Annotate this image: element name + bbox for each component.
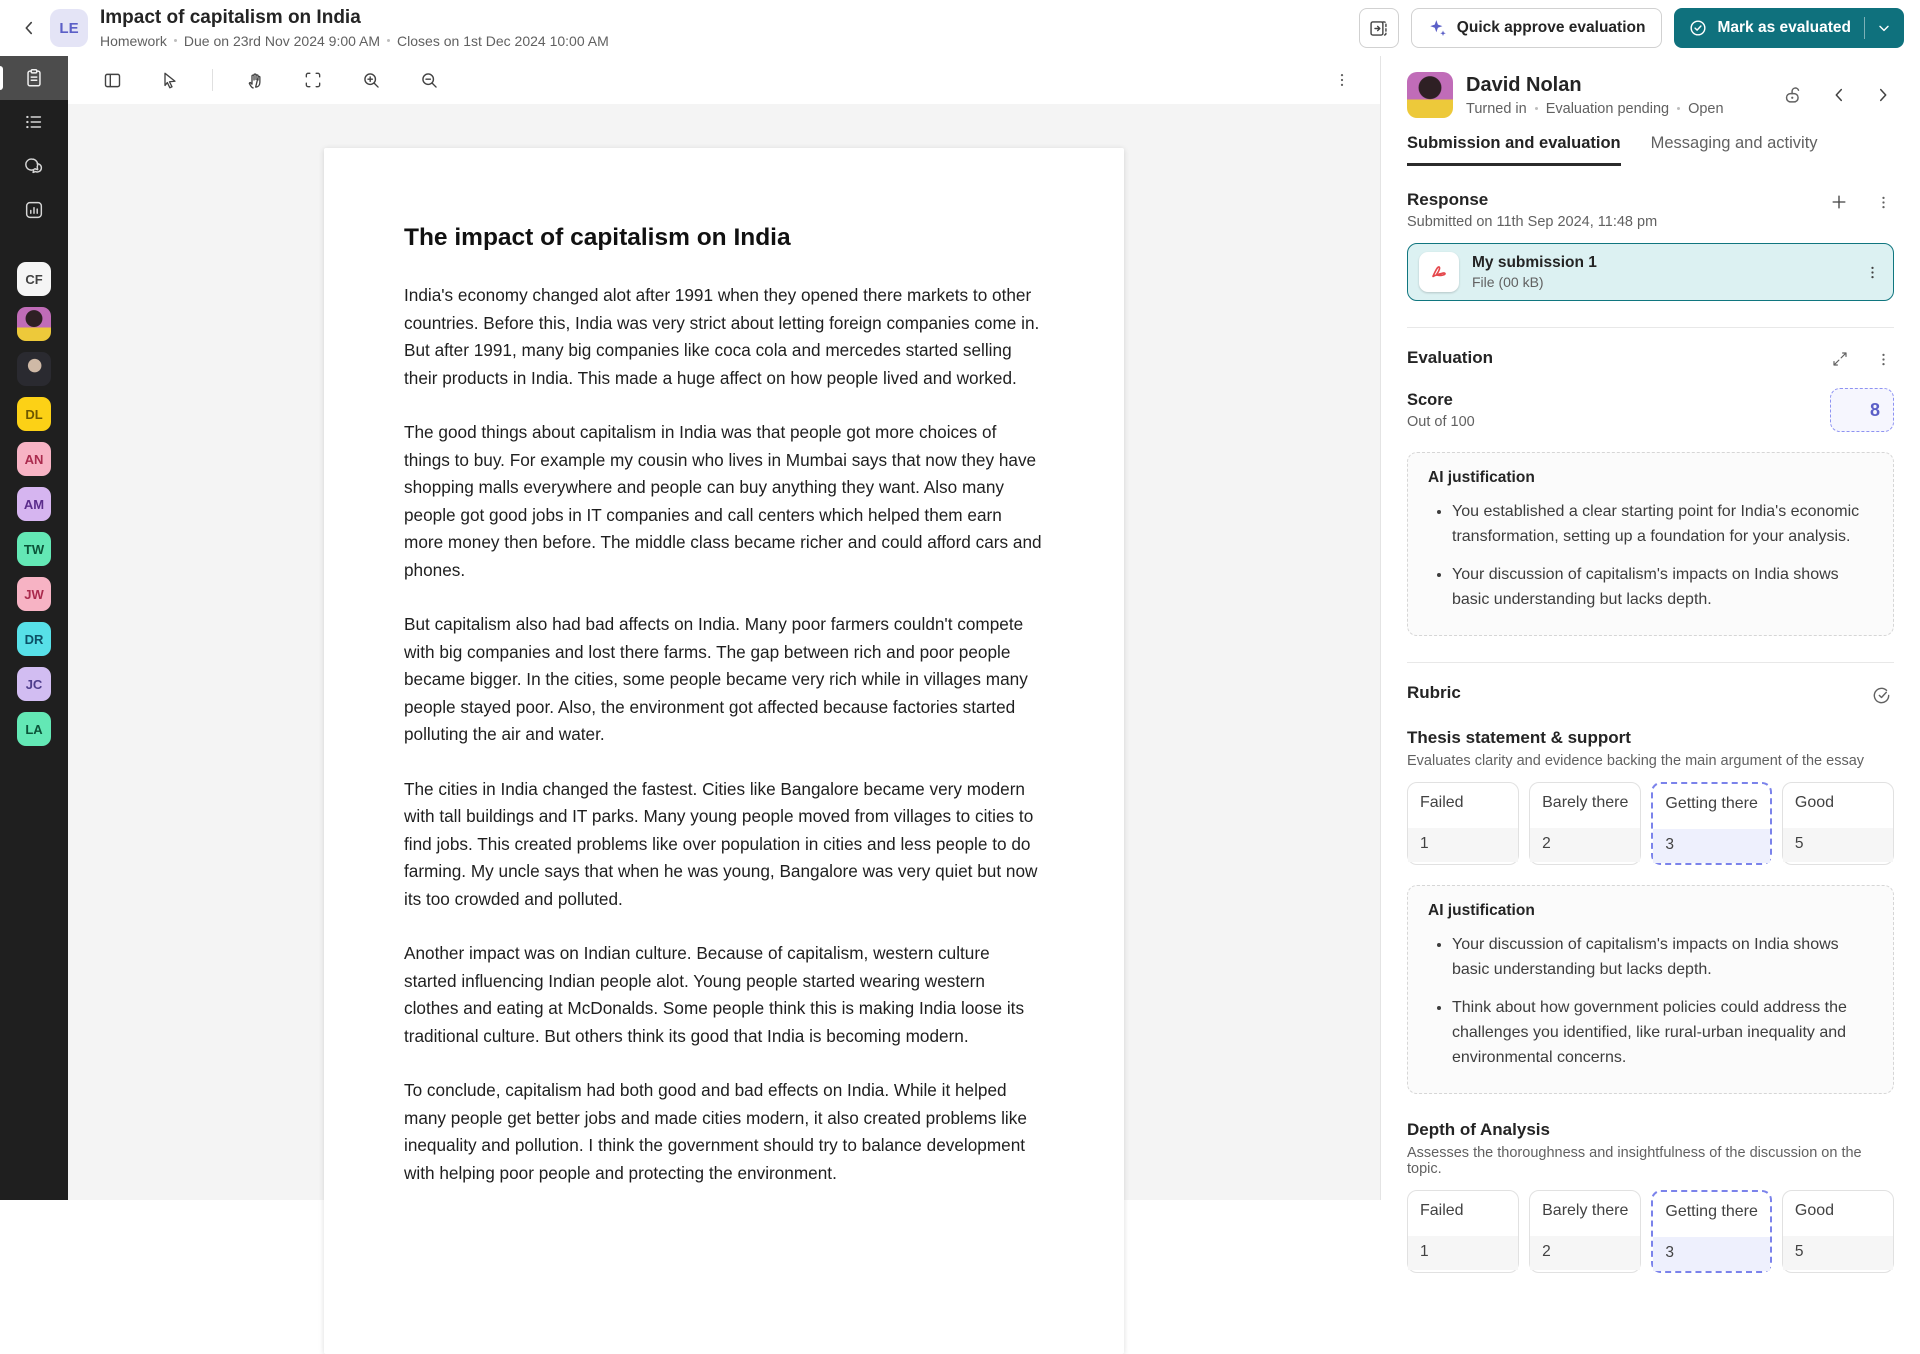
app-header bbox=[0, 0, 1920, 56]
mark-as-evaluated-button[interactable] bbox=[1674, 8, 1904, 48]
student-avatar-photo[interactable] bbox=[17, 352, 51, 386]
quick-approve-label: Quick approve evaluation bbox=[1456, 19, 1646, 36]
criterion-name: Thesis statement & support bbox=[1407, 728, 1631, 747]
chevron-left-icon bbox=[20, 19, 38, 37]
rubric-levels bbox=[1407, 1190, 1894, 1273]
rail-item-list[interactable] bbox=[0, 100, 68, 144]
rubric-level-failed[interactable]: Failed 1 bbox=[1407, 1190, 1519, 1273]
essay-paragraph: The good things about capitalism in India was that people got more choices of things to buy. For example my cousin who lives in Mumbai says that now they have shopping malls everywhere and people can buy anything they want. Also many people got good jobs in IT companies and call centers which helped them earn more money then before. The middle class became richer and could afford cars and phones. bbox=[404, 422, 1042, 580]
dot-separator bbox=[387, 39, 390, 42]
more-kebab-icon bbox=[1875, 194, 1892, 211]
student-photo-avatar bbox=[1407, 72, 1453, 118]
rubric-level-barely-there[interactable]: Barely there 2 bbox=[1529, 782, 1641, 865]
header-actions bbox=[1359, 8, 1904, 48]
criterion-description: Assesses the thoroughness and insightfulness of the discussion on the topic. bbox=[1407, 1145, 1862, 1177]
file-tile bbox=[1419, 252, 1459, 292]
section-divider bbox=[1407, 662, 1894, 663]
rubric-level-good[interactable]: Good 5 bbox=[1782, 1190, 1894, 1273]
expand-evaluation-button[interactable] bbox=[1829, 348, 1851, 370]
evaluation-more-button[interactable] bbox=[1873, 349, 1894, 370]
student-avatar[interactable]: TW bbox=[17, 532, 51, 566]
attachment-name: My submission 1 bbox=[1472, 254, 1597, 271]
student-avatar[interactable]: CF bbox=[17, 262, 51, 296]
previous-student-button[interactable] bbox=[1828, 84, 1850, 106]
attachment-text bbox=[1472, 254, 1597, 290]
criterion-name: Depth of Analysis bbox=[1407, 1120, 1550, 1139]
button-divider bbox=[1864, 17, 1865, 39]
rubric-criterion-depth bbox=[1407, 1120, 1894, 1273]
assignment-badge: LE bbox=[50, 9, 88, 47]
ai-justification-title: AI justification bbox=[1428, 902, 1535, 919]
zoom-in-button[interactable] bbox=[355, 64, 387, 96]
sparkle-icon bbox=[1428, 18, 1448, 38]
rail-item-chat[interactable] bbox=[0, 144, 68, 188]
score-input[interactable] bbox=[1830, 388, 1894, 432]
rubric-title: Rubric bbox=[1407, 683, 1461, 702]
check-circle-icon bbox=[1871, 685, 1892, 706]
ai-justification-box bbox=[1407, 452, 1894, 636]
response-header bbox=[1407, 190, 1894, 230]
more-kebab-icon bbox=[1333, 71, 1351, 89]
student-nav bbox=[1780, 82, 1894, 108]
evaluation-header bbox=[1407, 348, 1894, 370]
viewer-more-button[interactable] bbox=[1326, 64, 1358, 96]
section-divider bbox=[1407, 327, 1894, 328]
essay-paragraph: India's economy changed alot after 1991 when they opened there markets to other countries. Before this, India was very strict about letting foreign companies come in. But after 1991, many big companies like coca cola and mercedes started selling their products in India. This made a huge affect on how people lived and worked. bbox=[404, 285, 1040, 388]
chevron-left-icon bbox=[1830, 86, 1848, 104]
panel-tabs bbox=[1407, 134, 1894, 166]
attachment-meta: File (00 kB) bbox=[1472, 274, 1544, 290]
student-avatar[interactable]: LA bbox=[17, 712, 51, 746]
clipboard-icon bbox=[23, 67, 45, 89]
close-date: Closes on 1st Dec 2024 10:00 AM bbox=[397, 32, 609, 49]
due-date: Due on 23rd Nov 2024 9:00 AM bbox=[183, 32, 381, 49]
student-name: David Nolan bbox=[1466, 73, 1582, 96]
response-title: Response bbox=[1407, 190, 1489, 209]
plus-icon bbox=[1829, 192, 1849, 212]
unlock-icon bbox=[1782, 84, 1804, 106]
open-submissions-panel-button[interactable] bbox=[1359, 8, 1399, 48]
panel-toggle-button[interactable] bbox=[96, 64, 128, 96]
more-kebab-icon bbox=[1864, 264, 1881, 281]
pdf-file-icon bbox=[1428, 261, 1450, 283]
rail-item-insights[interactable] bbox=[0, 188, 68, 232]
select-cursor-button[interactable] bbox=[154, 64, 186, 96]
rubric-section bbox=[1407, 683, 1894, 1273]
left-rail bbox=[0, 56, 68, 1200]
criterion-description: Evaluates clarity and evidence backing the main argument of the essay bbox=[1407, 753, 1865, 769]
ai-justification-list bbox=[1428, 932, 1873, 1070]
dot-separator bbox=[1535, 107, 1538, 110]
hand-icon bbox=[245, 70, 266, 91]
student-avatar-list bbox=[17, 262, 51, 746]
more-kebab-icon bbox=[1875, 351, 1892, 368]
score-row bbox=[1407, 388, 1894, 432]
tab-messaging-activity[interactable]: Messaging and activity bbox=[1650, 134, 1818, 152]
student-avatar[interactable]: AM bbox=[17, 487, 51, 521]
rubric-level-barely-there[interactable]: Barely there 2 bbox=[1529, 1190, 1641, 1273]
rubric-criterion-thesis bbox=[1407, 728, 1894, 1094]
essay-paragraph: Another impact was on Indian culture. Because of capitalism, western culture started influencing Indian people alot. Young people started wearing western clothes and eating at McDonalds. Some people think this is making India loose its traditional culture. But others think its good that India is becoming modern. bbox=[404, 943, 1025, 1046]
rubric-level-getting-there-selected[interactable]: Getting there 3 bbox=[1651, 782, 1772, 865]
rubric-level-getting-there-selected[interactable]: Getting there 3 bbox=[1651, 1190, 1772, 1273]
student-status-line bbox=[1466, 101, 1724, 117]
panel-toggle-icon bbox=[102, 70, 123, 91]
chevron-right-icon bbox=[1874, 86, 1892, 104]
rubric-level-failed[interactable]: Failed 1 bbox=[1407, 782, 1519, 865]
evaluation-section bbox=[1407, 348, 1894, 636]
score-label: Score bbox=[1407, 390, 1453, 409]
dot-separator bbox=[1677, 107, 1680, 110]
chevron-down-icon[interactable] bbox=[1876, 20, 1892, 36]
zoom-in-icon bbox=[361, 70, 382, 91]
student-avatar[interactable]: JW bbox=[17, 577, 51, 611]
essay-paragraph: But capitalism also had bad affects on India. Many poor farmers couldn't compete with big companies and lost there farms. The gap between rich and poor people became bigger. In the cities, some people became very rich while in villages many people stayed poor. Also, the environment got affected because factories started polluting the air and water. bbox=[404, 614, 1028, 744]
grading-panel bbox=[1380, 56, 1920, 1261]
quick-approve-button[interactable] bbox=[1411, 8, 1663, 48]
ai-justification-bullet: • Your discussion of capitalism's impacts on India shows basic understanding but lacks depth. bbox=[1452, 932, 1873, 982]
student-avatar[interactable]: DR bbox=[17, 622, 51, 656]
submission-attachment-card[interactable] bbox=[1407, 243, 1894, 301]
submitted-timestamp: Submitted on 11th Sep 2024, 11:48 pm bbox=[1407, 214, 1658, 230]
status-turned-in: Turned in bbox=[1466, 100, 1527, 117]
ai-justification-bullet: • Your discussion of capitalism's impacts on India shows basic understanding but lacks depth. bbox=[1452, 562, 1873, 612]
student-info bbox=[1466, 74, 1724, 117]
score-out-of: Out of 100 bbox=[1407, 413, 1475, 430]
unlock-button[interactable] bbox=[1780, 82, 1806, 108]
student-avatar-photo[interactable] bbox=[17, 307, 51, 341]
essay-title: The impact of capitalism on India bbox=[404, 224, 791, 251]
rubric-header bbox=[1407, 683, 1894, 708]
status-evaluation: Evaluation pending bbox=[1545, 100, 1670, 117]
ai-justification-bullet: • Think about how government policies could address the challenges you identified, like rural-urban inequality and environmental concerns. bbox=[1452, 995, 1873, 1070]
fit-to-view-button[interactable] bbox=[297, 64, 329, 96]
ai-justification-title: AI justification bbox=[1428, 469, 1535, 486]
submission-document-page bbox=[324, 148, 1124, 1354]
ai-justification-list bbox=[1428, 499, 1873, 612]
document-canvas[interactable] bbox=[68, 104, 1380, 1354]
document-toolbar bbox=[68, 56, 1380, 104]
evaluation-title: Evaluation bbox=[1407, 348, 1493, 367]
document-viewer bbox=[68, 56, 1380, 1200]
zoom-out-button[interactable] bbox=[413, 64, 445, 96]
mark-as-evaluated-label: Mark as evaluated bbox=[1717, 19, 1851, 36]
title-block bbox=[100, 7, 609, 50]
next-student-button[interactable] bbox=[1872, 84, 1894, 106]
toolbar-separator bbox=[212, 69, 213, 91]
page-title: Impact of capitalism on India bbox=[100, 6, 361, 28]
page-meta bbox=[100, 33, 609, 50]
essay-paragraph: To conclude, capitalism had both good and bad effects on India. While it helped many people get better jobs and made cities modern, it also created problems like inequality and pollution. I think the government should try to balance development with helping poor people and protecting the environment. bbox=[404, 1080, 1027, 1183]
rubric-check-button[interactable] bbox=[1869, 683, 1894, 708]
student-header bbox=[1407, 72, 1894, 118]
rail-item-assignment[interactable] bbox=[0, 56, 68, 100]
attachment-more-button[interactable] bbox=[1862, 262, 1883, 283]
student-avatar[interactable]: DL bbox=[17, 397, 51, 431]
rubric-level-good[interactable]: Good 5 bbox=[1782, 782, 1894, 865]
expand-icon bbox=[1831, 350, 1849, 368]
arrow-into-panel-icon bbox=[1368, 18, 1389, 39]
dot-separator bbox=[174, 39, 177, 42]
status-open: Open bbox=[1688, 100, 1724, 117]
assignment-type: Homework bbox=[100, 32, 167, 49]
add-attachment-button[interactable] bbox=[1827, 190, 1851, 214]
list-icon bbox=[23, 111, 45, 133]
rubric-levels bbox=[1407, 782, 1894, 865]
cursor-icon bbox=[160, 70, 180, 90]
tab-submission-evaluation[interactable]: Submission and evaluation bbox=[1407, 134, 1621, 166]
zoom-out-icon bbox=[419, 70, 440, 91]
ai-justification-bullet: • You established a clear starting point for India's economic transformation, setting up a foundation for your analysis. bbox=[1452, 499, 1873, 549]
response-section bbox=[1407, 190, 1894, 301]
fit-to-view-icon bbox=[303, 70, 323, 90]
essay-paragraph: The cities in India changed the fastest. Cities like Bangalore became very modern with tall buildings and IT parks. Many young people moved from villages to cities to find jobs. This created problems like over population in cities and less people to do farming. My uncle says that when he was young, Bangalore was very quiet but now its too crowded and polluted. bbox=[404, 778, 1038, 909]
ai-justification-box bbox=[1407, 885, 1894, 1094]
bar-chart-icon bbox=[23, 199, 45, 221]
pan-hand-button[interactable] bbox=[239, 64, 271, 96]
student-avatar[interactable]: AN bbox=[17, 442, 51, 476]
response-more-button[interactable] bbox=[1873, 192, 1894, 213]
back-button[interactable] bbox=[12, 11, 46, 45]
chat-bubbles-icon bbox=[23, 155, 45, 177]
student-avatar[interactable]: JC bbox=[17, 667, 51, 701]
check-circle-icon bbox=[1688, 18, 1708, 38]
